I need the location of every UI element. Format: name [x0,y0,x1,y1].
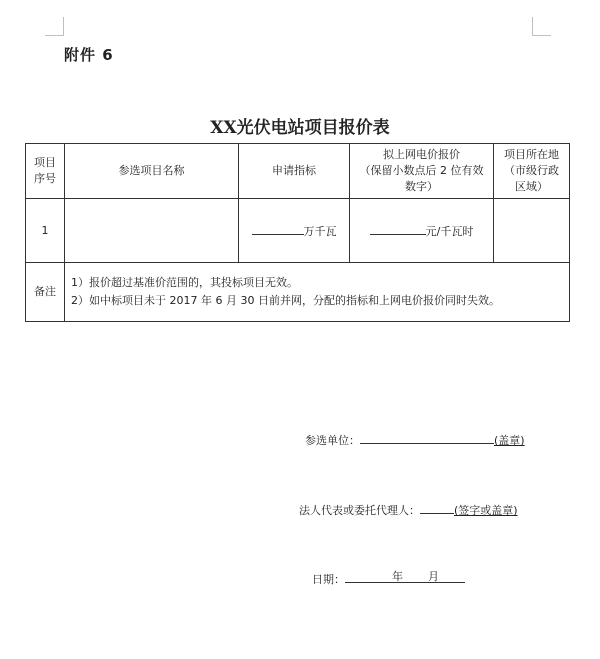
price-unit: 元/千瓦时 [425,224,474,238]
cell-location[interactable] [494,199,570,263]
cell-price[interactable] [350,199,494,263]
rep-label: 法人代表或委托代理人： [299,504,420,517]
cell-seq: 1 [26,199,65,263]
notes-label: 备注 [26,263,65,322]
quota-unit: 万千瓦 [303,224,337,238]
date-month: 月 [428,570,439,583]
notes-content [65,263,570,322]
attachment-label: 附件 6 [64,46,114,64]
quota-blank [252,222,304,235]
header-project-name: 参选项目名称 [65,144,239,199]
cell-quota[interactable] [239,199,350,263]
price-blank [370,222,426,235]
signature-representative [299,501,518,518]
signature-unit [305,431,525,448]
date-year: 年 [392,570,403,583]
note-item: 1）报价超过基准价范围的，其投标项目无效。 [71,276,298,289]
rep-blank[interactable] [420,501,454,514]
date-blank[interactable] [345,570,465,583]
unit-blank[interactable] [360,431,494,444]
date-label: 日期： [312,573,345,586]
note-item: 2）如中标项目未于 2017 年 6 月 30 日前并网，分配的指标和上网电价报价同时失效。 [71,294,500,307]
header-quota: 申请指标 [239,144,350,199]
table-header-row [26,144,570,199]
header-location: 项目所在地 （市级行政 区域） [494,144,570,199]
unit-label: 参选单位： [305,434,360,447]
document-title: XX光伏电站项目报价表 [210,118,390,138]
table-row [26,199,570,263]
header-price: 拟上网电价报价 （保留小数点后 2 位有效 数字） [350,144,494,199]
cell-project-name[interactable] [65,199,239,263]
signature-date [312,570,465,587]
quote-table [25,143,570,322]
header-seq: 项目 序号 [26,144,65,199]
notes-row [26,263,570,322]
page-corner-mark-top-left [45,17,64,36]
rep-stamp: (签字或盖章) [454,504,518,517]
page-corner-mark-top-right [532,17,551,36]
unit-stamp: (盖章) [494,434,525,447]
